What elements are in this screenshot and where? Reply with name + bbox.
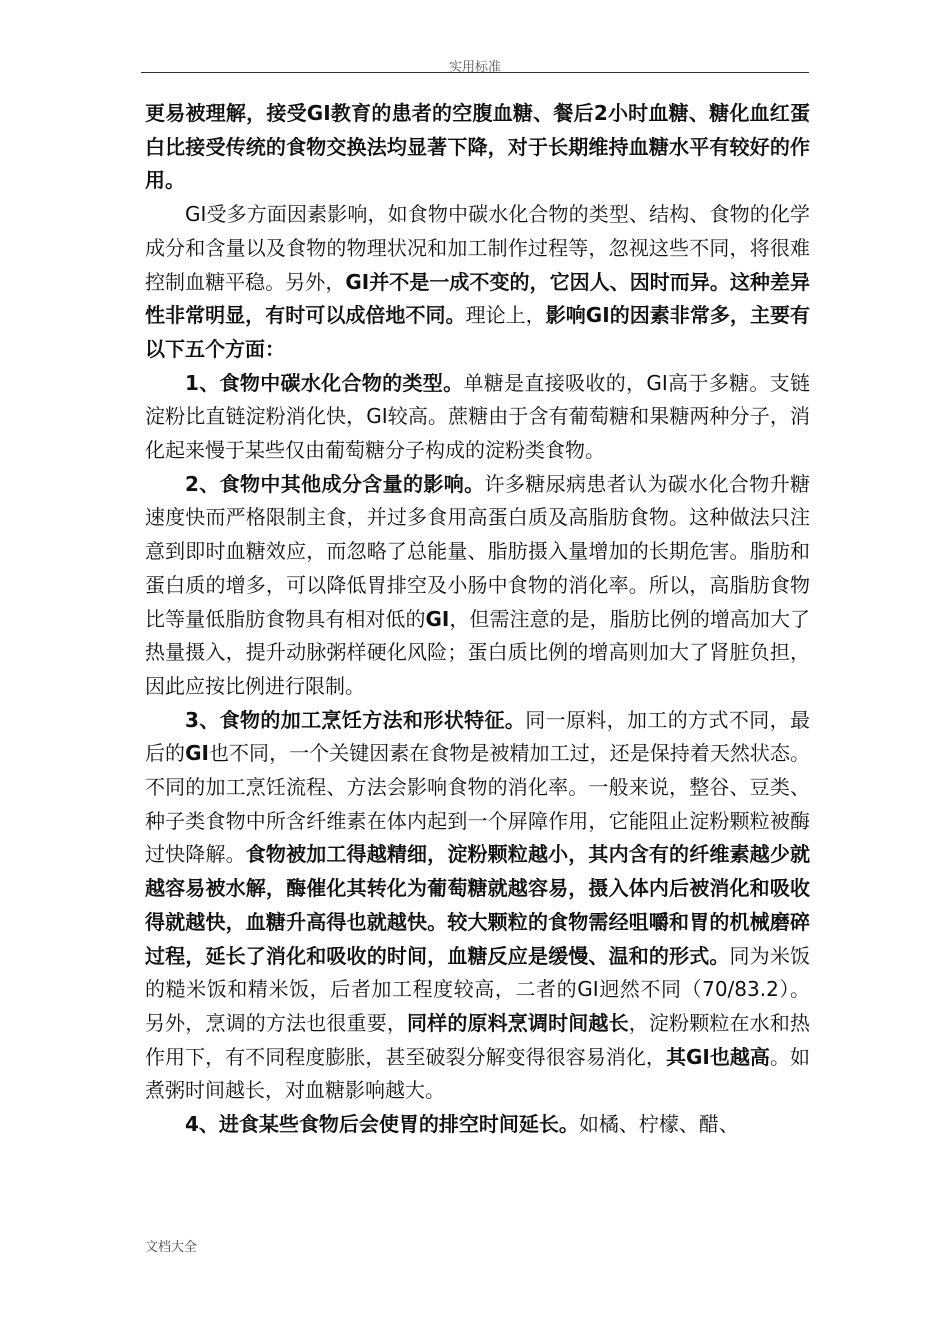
bold-text: GI xyxy=(185,741,209,766)
page-header-title: 实用标准 xyxy=(448,60,501,75)
paragraph-text: ，淀粉颗粒在水和热作用下，有不同程度膨胀，甚至破裂分解变得很容易消化， xyxy=(145,1010,810,1069)
paragraph-2 xyxy=(145,198,810,367)
paragraph-text: GI受多方面因素影响，如食物中碳水化合物的类型、结构、食物的化学成分和含量以及食物的物理状况和加工制作过程等，忽视这些不同，将很难控制血糖平稳。另外， xyxy=(145,202,810,294)
paragraph-6 xyxy=(145,1108,810,1142)
section-heading-2: 2、食物中其他成分含量的影响。 xyxy=(185,471,485,496)
paragraph-text: 如橘、柠檬、醋、 xyxy=(578,1112,739,1137)
document-body xyxy=(145,97,810,1142)
paragraph-text: 理论上， xyxy=(465,303,546,328)
bold-text: GI xyxy=(425,606,450,631)
paragraph-4 xyxy=(145,468,810,704)
paragraph-text: 同一原料，加工的方式不同，最后的 xyxy=(145,707,811,766)
paragraph-text: 。如煮粥时间越长，对血糖影响越大。 xyxy=(145,1044,811,1103)
bold-text: 同样的原料烹调时间越长 xyxy=(407,1010,629,1035)
paragraph-text: 也不同，一个关键因素在食物是被精加工过，还是保持着天然状态。不同的加工烹饪流程、方法会影响食物的消化率。一般来说，整谷、豆类、种子类食物中所含纤维素在体内起到一个屏障作用，它能阻止淀粉颗粒被酶过快降解。 xyxy=(145,741,811,867)
bold-text: 其GI也越高 xyxy=(665,1044,770,1069)
paragraph-text: 同为米饭的糙米饭和精米饭，后者加工程度较高，二者的GI迥然不同（70/83.2）。另外，烹调的方法也很重要， xyxy=(145,943,810,1035)
paragraph-3 xyxy=(145,367,810,468)
header-divider xyxy=(141,72,809,73)
section-heading-4: 4、进食某些食物后会使胃的排空时间延长。 xyxy=(185,1112,579,1137)
paragraph-1 xyxy=(145,97,810,198)
paragraph-text: 许多糖尿病患者认为碳水化合物升糖速度快而严格限制主食，并过多食用高蛋白质及高脂肪食物。这种做法只注意到即时血糖效应，而忽略了总能量、脂肪摄入量增加的长期危害。脂肪和蛋白质的增多，可以降低胃排空及小肠中食物的消化率。所以，高脂肪食物比等量低脂肪食物具有相对低的 xyxy=(145,471,811,631)
bold-text: 影响GI的因素非常多，主要有以下五个方面： xyxy=(145,303,811,361)
paragraph-text: 单糖是直接吸收的，GI高于多糖。支链淀粉比直链淀粉消化快，GI较高。蔗糖由于含有葡萄糖和果糖两种分子，消化起来慢于某些仅由葡萄糖分子构成的淀粉类食物。 xyxy=(145,370,810,463)
paragraph-5 xyxy=(145,704,810,1108)
bold-text: 食物被加工得越精细，淀粉颗粒越小，其内含有的纤维素越少就越容易被水解，酶催化其转化为葡萄糖就越容易，摄入体内后被消化和吸收得就越快，血糖升高得也就越快。较大颗粒的食物需经咀嚼和胃的机械磨碎过程，延长了消化和吸收的时间，血糖反应是缓慢、温和的形式。 xyxy=(145,842,810,968)
bold-text: GI并不是一成不变的，它因人、因时而异。这种差异性非常明显，有时可以成倍地不同。 xyxy=(145,269,811,328)
section-heading-3: 3、食物的加工烹饪方法和形状特征。 xyxy=(185,707,526,732)
bold-text: 更易被理解，接受GI教育的患者的空腹血糖、餐后2小时血糖、糖化血红蛋白比接受传统的食物交换法均显著下降，对于长期维持血糖水平有较好的作用。 xyxy=(145,101,810,193)
section-heading-1: 1、食物中碳水化合物的类型。 xyxy=(185,370,464,395)
paragraph-text: ，但需注意的是，脂肪比例的增高加大了热量摄入，提升动脉粥样硬化风险；蛋白质比例的增高则加大了肾脏负担，因此应按比例进行限制。 xyxy=(145,606,811,698)
page-footer-text: 文档大全 xyxy=(145,1240,198,1255)
